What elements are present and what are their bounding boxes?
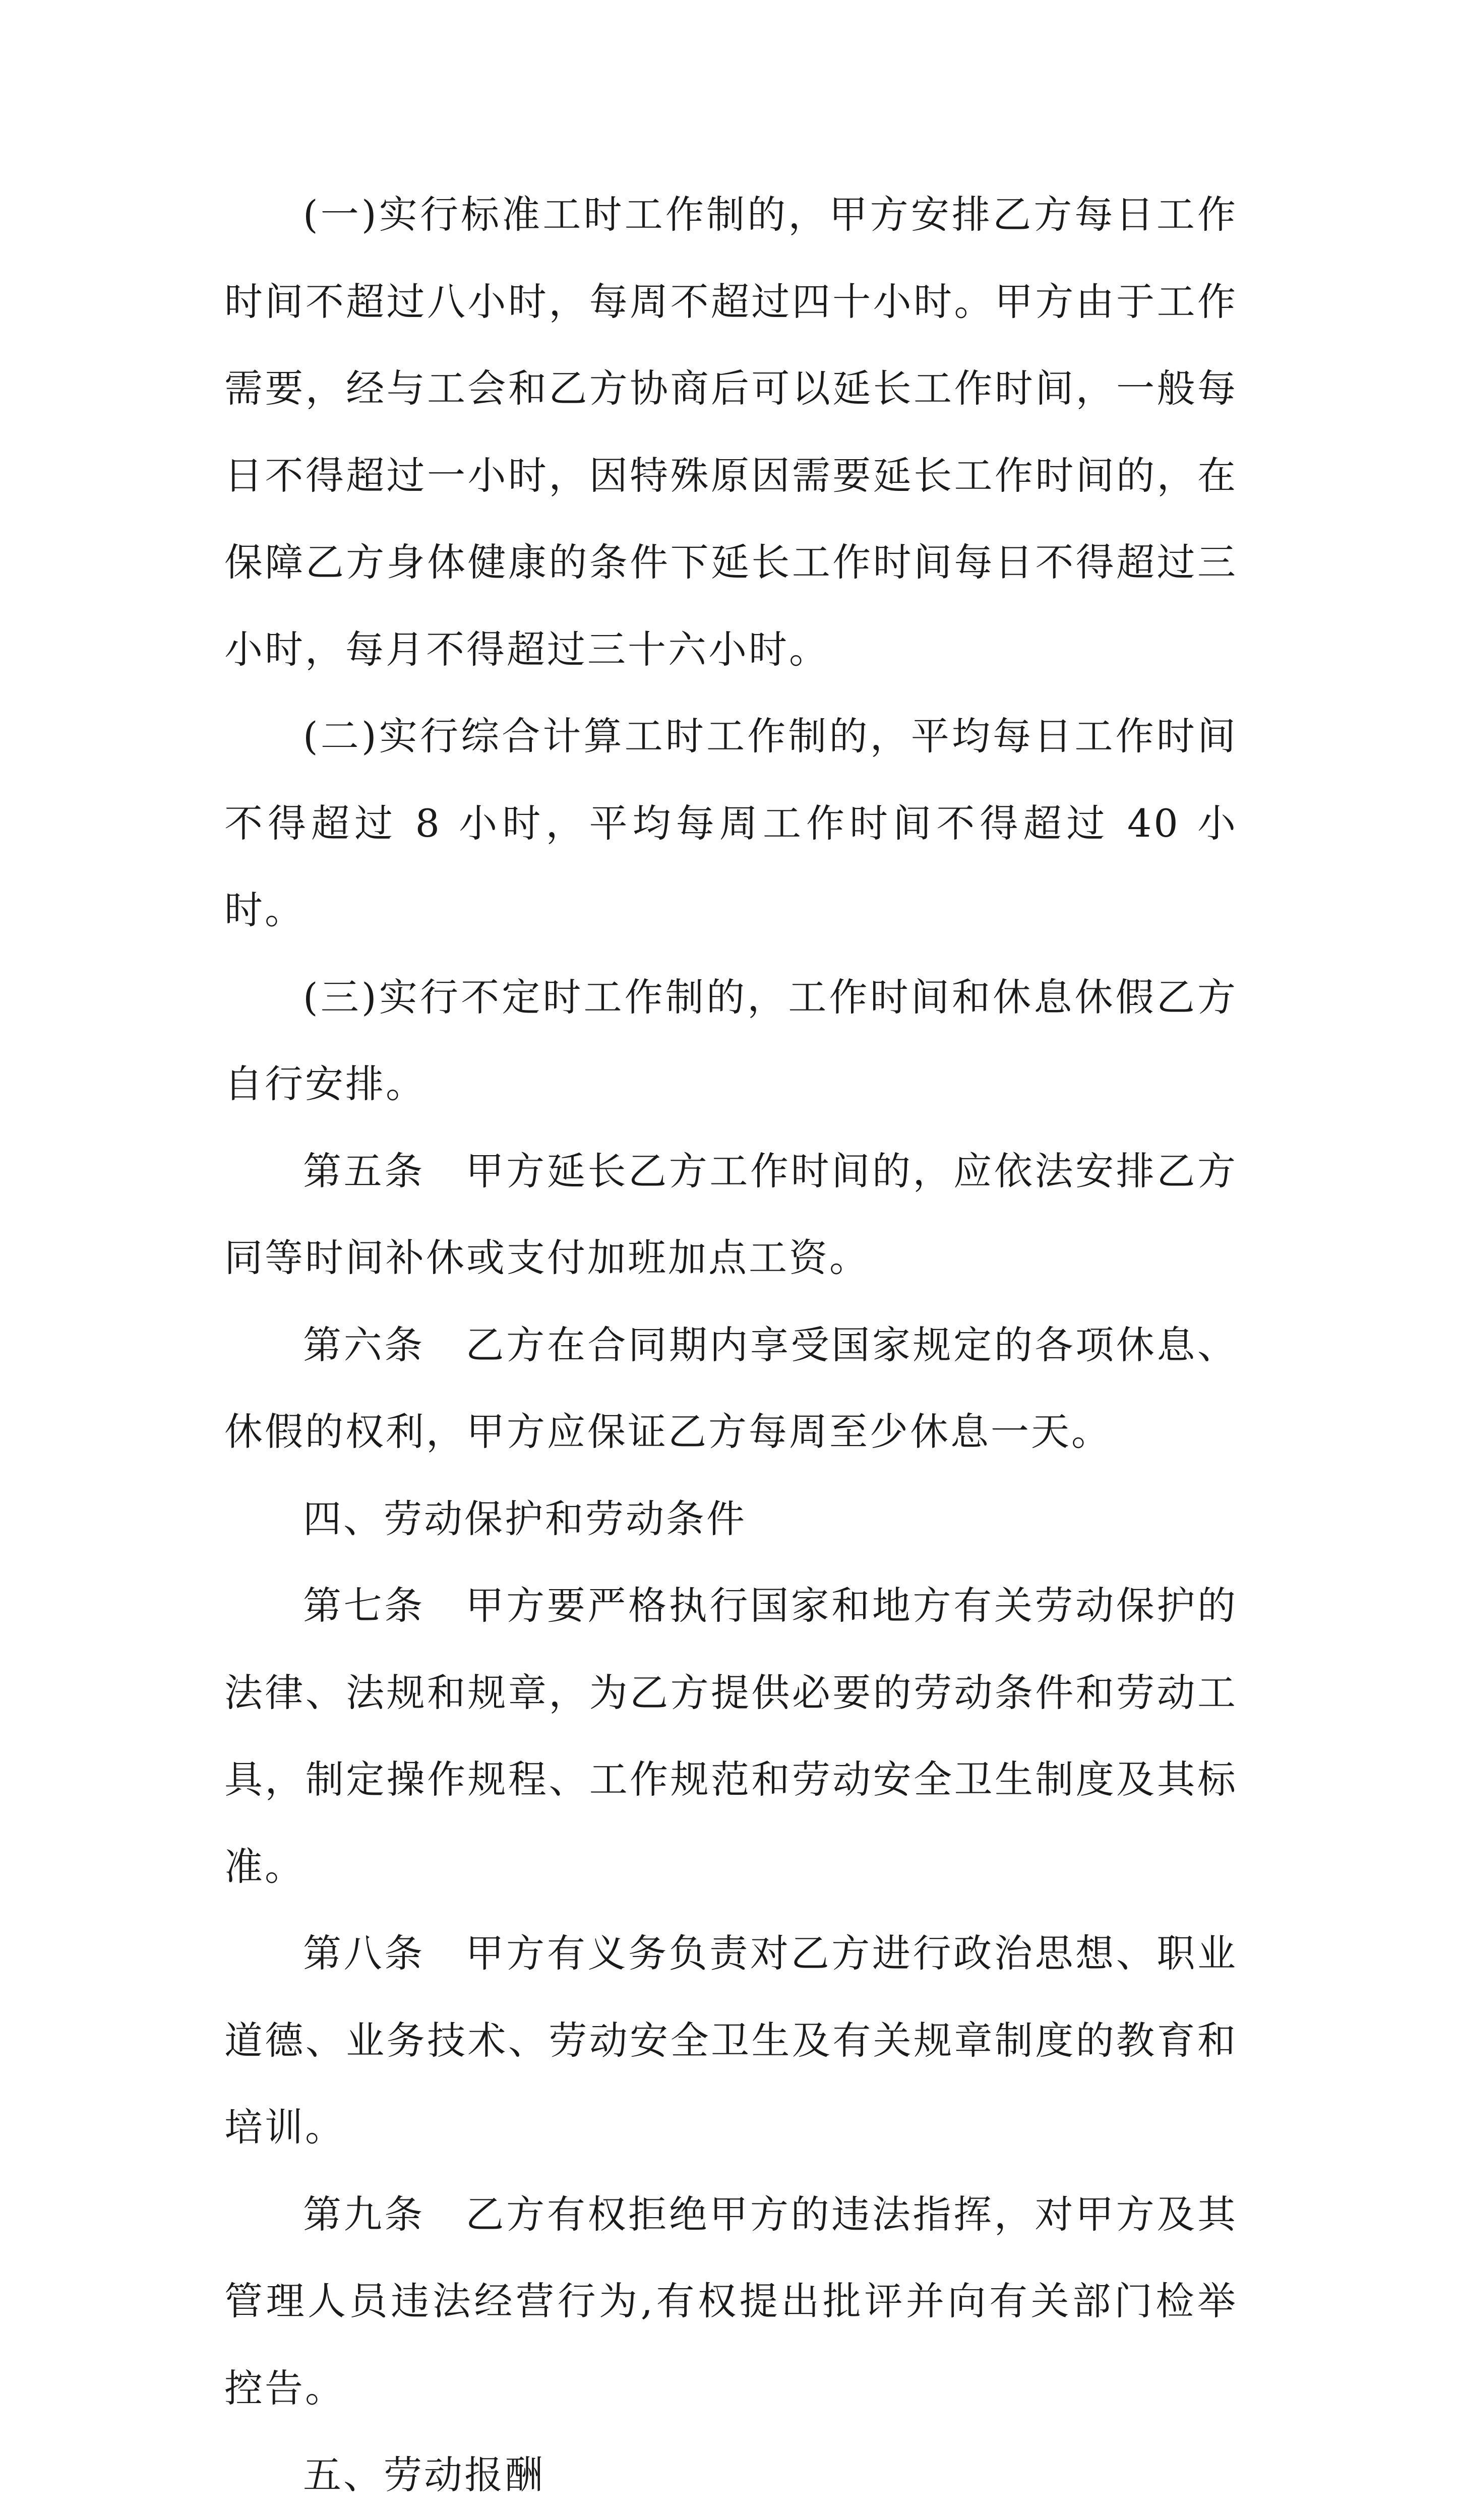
paragraph-article-7: 第七条 甲方要严格执行国家和地方有关劳动保护的法律、法规和规章，为乙方提供必要的劳动条件和劳动工具，制定操作规程、工作规范和劳动安全卫生制度及其标准。	[224, 1562, 1238, 1910]
paragraph-flexible-hours: (三)实行不定时工作制的，工作时间和休息休假乙方自行安排。	[224, 954, 1238, 1128]
paragraph-article-8: 第八条 甲方有义务负责对乙方进行政治思想、职业道德、业务技术、劳动安全卫生及有关规章制度的教育和培训。	[224, 1910, 1238, 2171]
paragraph-article-5: 第五条 甲方延长乙方工作时间的，应依法安排乙方同等时间补休或支付加班加点工资。	[224, 1128, 1238, 1302]
document-body	[224, 171, 1238, 2520]
paragraph-article-6: 第六条 乙方在合同期内享受国家规定的各项休息、休假的权利，甲方应保证乙方每周至少休息一天。	[224, 1302, 1238, 1476]
section-heading-remuneration: 五、劳动报酬	[224, 2432, 1238, 2519]
paragraph-standard-hours: (一)实行标准工时工作制的，甲方安排乙方每日工作时间不超过八小时，每周不超过四十小时。甲方由于工作需要，经与工会和乙方协商后可以延长工作时间，一般每日不得超过一小时，因特殊原因需要延长工作时间的，在保障乙方身体健康的条件下延长工作时间每日不得超过三小时，每月不得超过三十六小时。	[224, 171, 1238, 693]
paragraph-article-9: 第九条 乙方有权拒绝甲方的违法指挥，对甲方及其管理人员违法经营行为,有权提出批评并向有关部门检举控告。	[224, 2171, 1238, 2432]
paragraph-comprehensive-hours: (二)实行综合计算工时工作制的，平均每日工作时间不得超过 8 小时，平均每周工作时间不得超过 40 小时。	[224, 693, 1238, 954]
section-heading-labor-protection: 四、劳动保护和劳动条件	[224, 1476, 1238, 1563]
paragraph-article-10	[224, 2519, 1238, 2520]
